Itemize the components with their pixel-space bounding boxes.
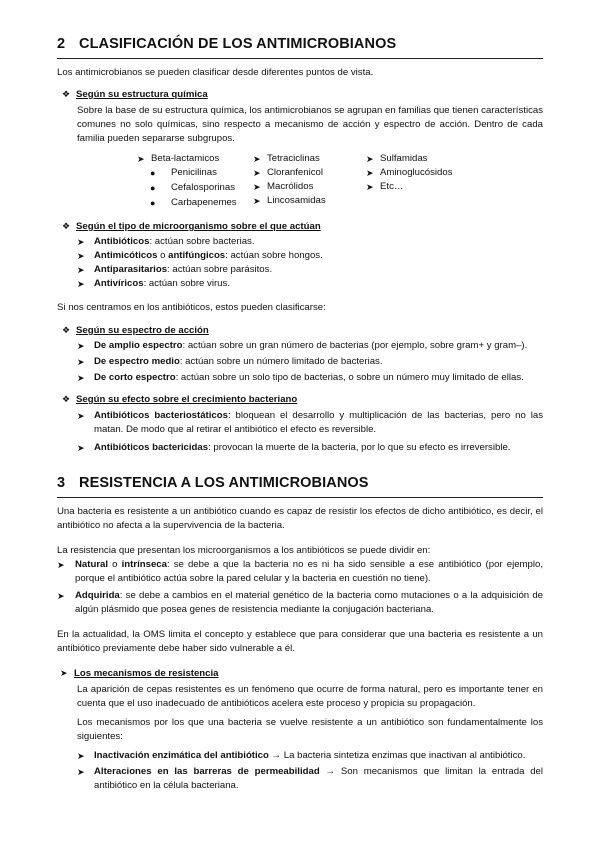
diamond-bullet-icon: ❖: [62, 221, 71, 231]
diamond-bullet-icon: ❖: [62, 394, 71, 404]
list-item: ➤ Antivíricos: actúan sobre virus.: [77, 278, 230, 289]
family-column-1: [137, 152, 219, 166]
subheading-mecanismos-label: Los mecanismos de resistencia: [74, 668, 219, 679]
dot-bullet-icon: ●: [150, 168, 156, 178]
list-item: ➤ De amplio espectro: actúan sobre un gran número de bacterias (por ejemplo, sobre gram+ y gram–).: [77, 340, 528, 351]
section-2-title: CLASIFICACIÓN DE LOS ANTIMICROBIANOS: [79, 36, 397, 52]
arrow-bullet-icon: ➤: [77, 341, 85, 351]
arrow-bullet-icon: ➤: [77, 751, 85, 761]
list-item: ➤ Antibióticos bactericidas: provocan la muerte de la bacteria, por lo que su efecto es irreversible.: [77, 442, 511, 453]
list-item: ➤ De espectro medio: actúan sobre un número limitado de bacterias.: [77, 356, 383, 367]
subheading-efecto-label: Según su efecto sobre el crecimiento bacteriano: [76, 394, 298, 405]
list-item: ➤ Antimicóticos o antifúngicos: actúan sobre hongos.: [77, 250, 323, 261]
diamond-bullet-icon: ❖: [62, 89, 71, 99]
section-2-intro: Los antimicrobianos se pueden clasificar desde diferentes puntos de vista.: [57, 67, 374, 78]
arrow-bullet-icon: ➤: [253, 196, 261, 206]
section-2-rule: [57, 58, 543, 59]
arrow-bullet-icon: ➤: [77, 237, 85, 247]
mecanismos-text-2: Los mecanismos por los que una bacteria se vuelve resistente a un antibiótico son fundamentalmente los siguientes:: [77, 717, 543, 742]
section-3-heading: [57, 475, 369, 491]
subheading-estructura-label: Según su estructura química: [76, 89, 208, 100]
dot-bullet-icon: ●: [150, 183, 156, 193]
subheading-espectro-label: Según su espectro de acción: [76, 325, 209, 336]
list-item: ➤ Antibióticos bacteriostáticos: bloquean el desarrollo y multiplicación de las bacterias, pero no las matan. De modo que al retirar el antibiótico el efecto es reversible.: [77, 410, 544, 435]
list-item: ➤ Lincosamidas: [253, 195, 326, 206]
section-3-number: 3: [57, 475, 66, 491]
arrow-bullet-icon: ➤: [77, 373, 85, 383]
section-3-p3: En la actualidad, la OMS limita el concepto y establece que para considerar que una bacteria es resistente a un antibiótico previamente debe haber sido vulnerable a él.: [57, 629, 543, 654]
list-item: ➤ Sulfamidas: [366, 153, 428, 164]
dot-bullet-icon: ●: [150, 198, 156, 208]
section-3-p1: Una bacteria es resistente a un antibiótico cuando es capaz de resistir los efectos de dicho antibiótico, es decir, el antibiótico no afecta a la supervivencia de la bacteria.: [57, 506, 543, 531]
list-item: ➤ Antiparasitarios: actúan sobre parásitos.: [77, 264, 273, 275]
arrow-bullet-icon: ➤: [77, 357, 85, 367]
arrow-bullet-icon: ➤: [77, 767, 85, 777]
subheading-microorganismo-label: Según el tipo de microorganismo sobre el que actúan: [76, 221, 321, 232]
arrow-bullet-icon: ➤: [57, 591, 65, 601]
list-item: ➤ Cloranfenicol: [253, 167, 323, 178]
arrow-bullet-icon: ➤: [137, 154, 145, 164]
section-2-number: 2: [57, 36, 66, 52]
arrow-bullet-icon: ➤: [77, 443, 85, 453]
list-item: ➤ Beta-lactamicos: [137, 153, 220, 164]
diamond-bullet-icon: ❖: [62, 325, 71, 335]
arrow-bullet-icon: ➤: [366, 182, 374, 192]
section-2-heading: [57, 36, 396, 52]
subheading-efecto: [62, 394, 297, 405]
arrow-bullet-icon: ➤: [366, 168, 374, 178]
estructura-text: Sobre la base de su estructura química, los antimicrobianos se agrupan en familias que tienen características comunes no solo químicas, sino respecto a mecanismo de acción y espectro de acción. Dentro de cada familia pueden separarse subgrupos.: [77, 105, 543, 144]
arrow-bullet-icon: ➤: [57, 560, 65, 570]
arrow-bullet-icon: ➤: [60, 668, 68, 678]
list-item: ● Penicilinas: [150, 167, 217, 178]
list-item: ➤ Antibióticos: actúan sobre bacterias.: [77, 236, 255, 247]
arrow-bullet-icon: ➤: [253, 154, 261, 164]
family-column-3: [366, 152, 453, 194]
arrow-bullet-icon: ➤: [253, 182, 261, 192]
mecanismos-text-1: La aparición de cepas resistentes es un fenómeno que ocurre de forma natural, pero es importante tener en cuenta que el uso inadecuado de antibióticos acelera este proceso y propicia su propagación.: [77, 684, 543, 709]
list-item: ➤ Etc…: [366, 181, 404, 192]
list-item: ➤ Tetraciclinas: [253, 153, 320, 164]
subheading-microorganismo: [62, 221, 321, 232]
list-item: ➤ Macrólidos: [253, 181, 314, 192]
section-3-rule: [57, 497, 543, 498]
arrow-bullet-icon: ➤: [77, 279, 85, 289]
list-item: ● Carbapenemes: [150, 197, 237, 208]
arrow-bullet-icon: ➤: [77, 265, 85, 275]
list-item: ➤ Aminoglucósidos: [366, 167, 453, 178]
list-item: ➤ Inactivación enzimática del antibiótico → La bacteria sintetiza enzimas que inactivan al antibiótico.: [77, 750, 526, 761]
arrow-bullet-icon: ➤: [253, 168, 261, 178]
list-item: ● Cefalosporinas: [150, 182, 235, 193]
section-3-title: RESISTENCIA A LOS ANTIMICROBIANOS: [79, 475, 369, 491]
list-item: ➤ Natural o intrínseca: se debe a que la bacteria no es ni ha sido sensible a ese antibiótico (por ejemplo, porque el antibiótico actúa sobre la pared celular y la bacteria en cuestión no tiene).: [57, 559, 543, 584]
list-item: ➤ Alteraciones en las barreras de permeabilidad → Son mecanismos que limitan la entrada del antibiótico en la célula bacteriana.: [77, 766, 544, 791]
beta-lactam-subitems: [150, 166, 237, 211]
subheading-mecanismos: [60, 668, 219, 679]
arrow-bullet-icon: ➤: [77, 251, 85, 261]
antibioticos-intro: Si nos centramos en los antibióticos, estos pueden clasificarse:: [57, 302, 326, 313]
list-item: ➤ De corto espectro: actúan sobre un solo tipo de bacterias, o sobre un número muy limitado de ellas.: [77, 372, 524, 383]
list-item: ➤ Adquirida: se debe a cambios en el material genético de la bacteria como mutaciones o a la adquisición de algún plásmido que posea genes de resistencia mediante la conjugación bacteriana.: [57, 590, 543, 615]
family-column-2: [253, 152, 326, 208]
arrow-bullet-icon: ➤: [366, 154, 374, 164]
subheading-estructura: [62, 89, 208, 100]
subheading-espectro: [62, 325, 209, 336]
section-3-p2: La resistencia que presentan los microorganismos a los antibióticos se puede dividir en:: [57, 545, 431, 556]
arrow-bullet-icon: ➤: [77, 411, 85, 421]
